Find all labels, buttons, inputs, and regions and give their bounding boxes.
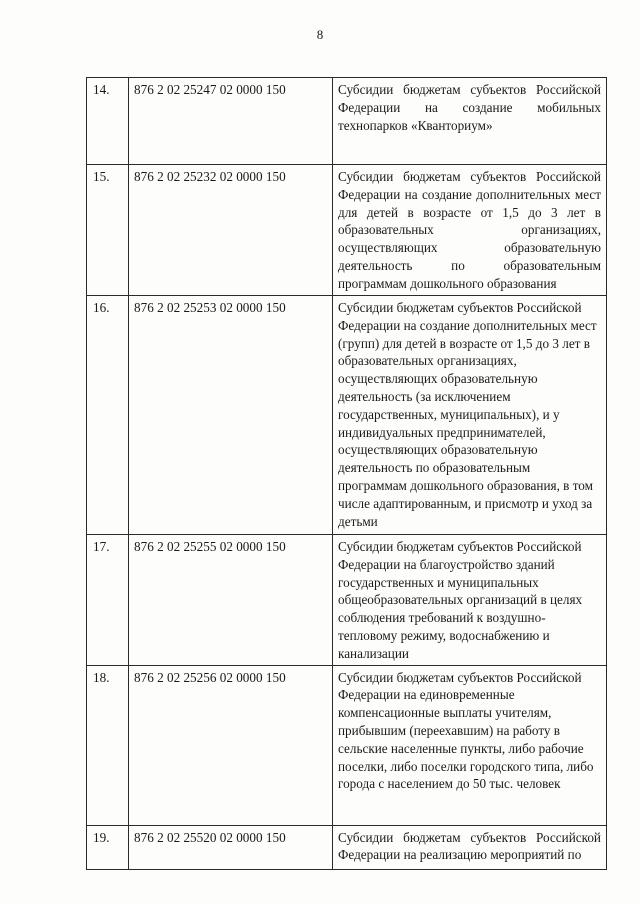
- budget-code: 876 2 02 25255 02 0000 150: [129, 535, 333, 666]
- budget-code: 876 2 02 25256 02 0000 150: [129, 665, 333, 825]
- row-description: Субсидии бюджетам субъектов Российской Федерации на создание мобильных технопарков «Кванториум»: [333, 78, 607, 165]
- row-description: Субсидии бюджетам субъектов Российской Федерации на создание дополнительных мест (групп) для детей в возрасте от 1,5 до 3 лет в образовательных организациях, осуществляющих образовательную деятельность (за исключением государственных, муниципальных), и у индивидуальных предпринимателей, осуществляющих образовательную деятельность по образовательным программам дошкольного образования, в том числе адаптированным, и присмотр и уход за детьми: [333, 296, 607, 535]
- row-description: Субсидии бюджетам субъектов Российской Федерации на благоустройство зданий государственных и муниципальных общеобразовательных организаций в целях соблюдения требований к воздушно-тепловому режиму, водоснабжению и канализации: [333, 535, 607, 666]
- table-row: [87, 825, 607, 869]
- row-number: 17.: [87, 535, 129, 666]
- table-row: [87, 665, 607, 825]
- row-description: Субсидии бюджетам субъектов Российской Федерации на создание дополнительных мест для детей в возрасте от 1,5 до 3 лет в образовательных организациях, осуществляющих образовательную деятельность по образовательным программам дошкольного образования: [333, 165, 607, 296]
- row-number: 18.: [87, 665, 129, 825]
- budget-code: 876 2 02 25247 02 0000 150: [129, 78, 333, 165]
- row-number: 15.: [87, 165, 129, 296]
- row-description: Субсидии бюджетам субъектов Российской Федерации на единовременные компенсационные выплаты учителям, прибывшим (переехавшим) на работу в сельские населенные пункты, либо рабочие поселки, либо поселки городского типа, либо города с населением до 50 тыс. человек: [333, 665, 607, 825]
- row-number: 14.: [87, 78, 129, 165]
- page-number: 8: [316, 27, 324, 42]
- budget-codes-table: [86, 77, 607, 870]
- budget-code: 876 2 02 25520 02 0000 150: [129, 825, 333, 869]
- row-number: 16.: [87, 296, 129, 535]
- table-row: [87, 296, 607, 535]
- table-row: [87, 165, 607, 296]
- budget-code: 876 2 02 25253 02 0000 150: [129, 296, 333, 535]
- budget-code: 876 2 02 25232 02 0000 150: [129, 165, 333, 296]
- table-row: [87, 78, 607, 165]
- row-number: 19.: [87, 825, 129, 869]
- table-row: [87, 535, 607, 666]
- row-description: Субсидии бюджетам субъектов Российской Федерации на реализацию мероприятий по: [333, 825, 607, 869]
